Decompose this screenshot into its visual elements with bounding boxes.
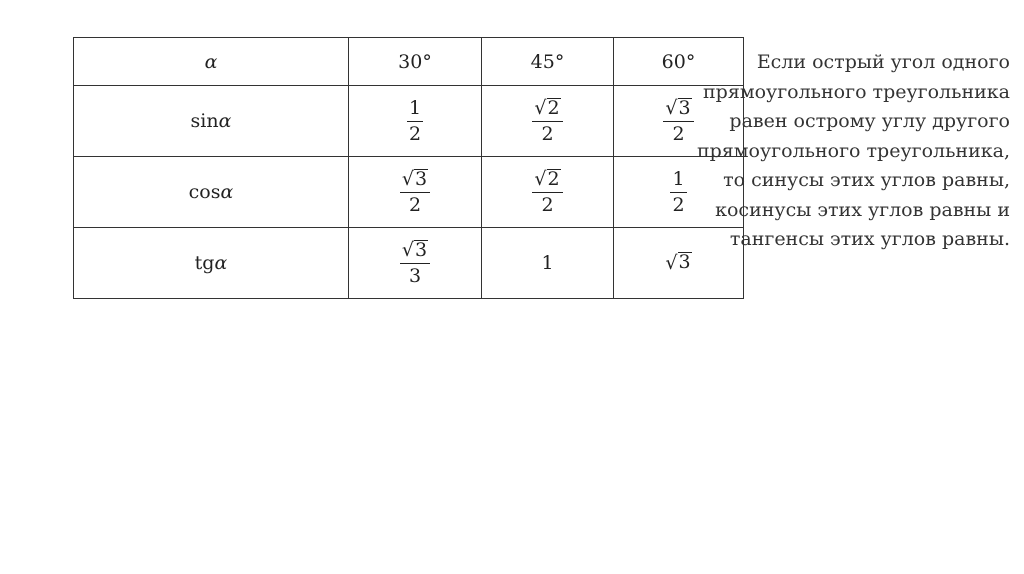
numerator: 1	[672, 167, 685, 190]
radicand: 3	[415, 167, 428, 190]
square-root	[665, 252, 691, 273]
radical-sign: √	[401, 168, 414, 191]
radicand: 3	[678, 251, 691, 274]
denominator: 2	[408, 194, 422, 217]
radicand: 3	[415, 238, 428, 261]
square-root	[402, 240, 428, 261]
alpha-symbol: α	[218, 110, 232, 132]
tg-30-cell	[349, 228, 482, 299]
theorem-line: тангенсы этих углов равны.	[729, 228, 1010, 250]
row-label-tg	[74, 228, 349, 299]
numerator: 1	[408, 96, 422, 119]
radical-sign: √	[665, 97, 678, 120]
sin-45-cell	[482, 86, 614, 157]
header-angle-45: 45°	[482, 38, 614, 86]
alpha-symbol: α	[214, 252, 228, 274]
value: 1	[541, 252, 554, 274]
fraction	[400, 169, 430, 216]
theorem-line: косинусы этих углов равны и	[715, 198, 1010, 221]
radicand: 2	[547, 167, 560, 190]
row-label-sin	[74, 86, 349, 157]
radicand: 3	[678, 96, 691, 119]
denominator: 3	[408, 265, 422, 288]
square-root	[402, 169, 428, 190]
theorem-line: прямоугольного треугольника,	[696, 139, 1010, 162]
header-angle-symbol	[74, 38, 349, 86]
denominator: 2	[541, 123, 554, 146]
square-root	[534, 169, 560, 190]
numerator	[400, 240, 430, 264]
radicand: 2	[547, 96, 560, 119]
numerator	[532, 98, 562, 122]
radical-sign: √	[534, 97, 547, 120]
theorem-line: то синусы этих углов равны,	[723, 169, 1010, 191]
sin-30-cell	[349, 86, 482, 157]
theorem-text	[630, 48, 1010, 255]
denominator: 2	[672, 123, 685, 146]
denominator: 2	[672, 193, 685, 216]
header-angle-60: 60°	[614, 38, 744, 86]
function-name: sin	[190, 110, 219, 132]
cos-45-cell	[482, 157, 614, 228]
function-name: tg	[194, 252, 215, 274]
radical-sign: √	[534, 168, 547, 191]
square-root	[534, 98, 560, 119]
row-label-cos	[74, 157, 349, 228]
alpha-symbol: α	[220, 181, 234, 203]
fraction	[407, 96, 423, 145]
fraction	[400, 240, 430, 287]
denominator: 2	[541, 194, 554, 217]
header-angle-30: 30°	[349, 38, 482, 86]
tg-45-cell	[482, 228, 614, 299]
theorem-line: равен острому углу другого	[729, 110, 1010, 132]
radical-sign: √	[665, 252, 678, 274]
fraction	[532, 169, 562, 216]
numerator	[400, 169, 430, 193]
cos-30-cell	[349, 157, 482, 228]
alpha-symbol: α	[204, 50, 218, 73]
theorem-line: прямоугольного треугольника	[703, 80, 1010, 103]
numerator	[532, 169, 562, 193]
function-name: cos	[188, 181, 221, 203]
radical-sign: √	[401, 239, 414, 262]
fraction	[532, 98, 562, 145]
denominator: 2	[408, 122, 422, 145]
theorem-line: Если острый угол одного	[756, 51, 1010, 73]
